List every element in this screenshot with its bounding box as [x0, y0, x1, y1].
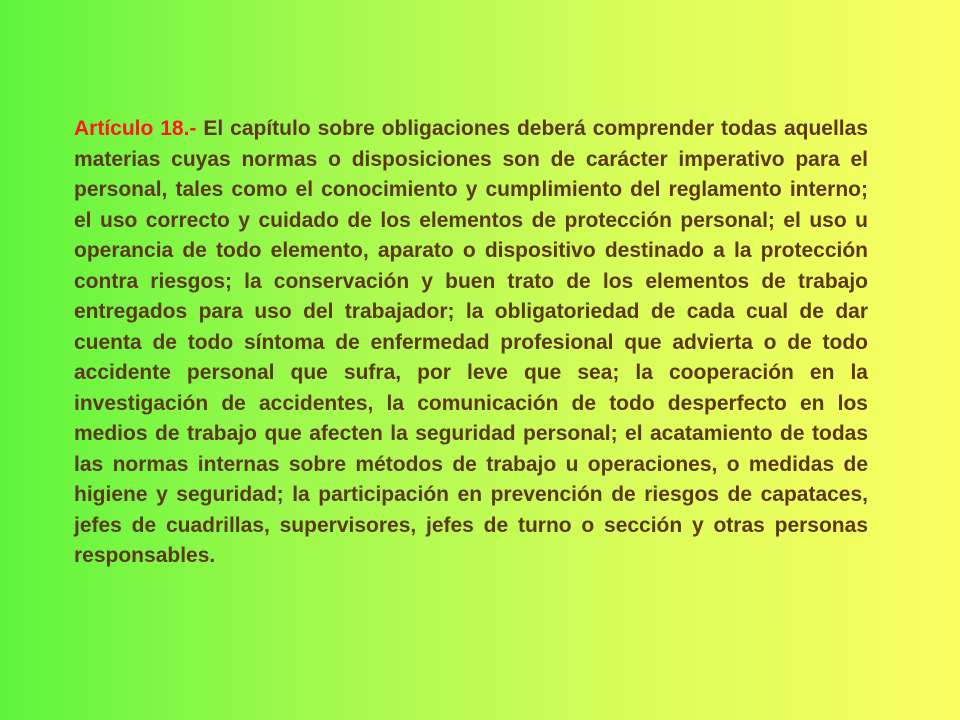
article-paragraph — [74, 114, 868, 572]
article-heading: Artículo 18.- — [74, 117, 197, 140]
article-body: El capítulo sobre obligaciones deberá comprender todas aquellas materias cuyas normas o disposiciones son de carácter imperativo para el personal, tales como el conocimiento y cumplimiento del reglamento interno; el uso correcto y cuidado de los elementos de protección personal; el uso u operancia de todo elemento, aparato o dispositivo destinado a la protección contra riesgos; la conservación y buen trato de los elementos de trabajo entregados para uso del trabajador; la obligatoriedad de cada cual de dar cuenta de todo síntoma de enfermedad profesional que advierta o de todo accidente personal que sufra, por leve que sea; la cooperación en la investigación de accidentes, la comunicación de todo desperfecto en los medios de trabajo que afecten la seguridad personal; el acatamiento de todas las normas internas sobre métodos de trabajo u operaciones, o medidas de higiene y seguridad; la participación en prevención de riesgos de capataces, jefes de cuadrillas, supervisores, jefes de turno o sección y otras personas responsables. — [74, 117, 869, 567]
